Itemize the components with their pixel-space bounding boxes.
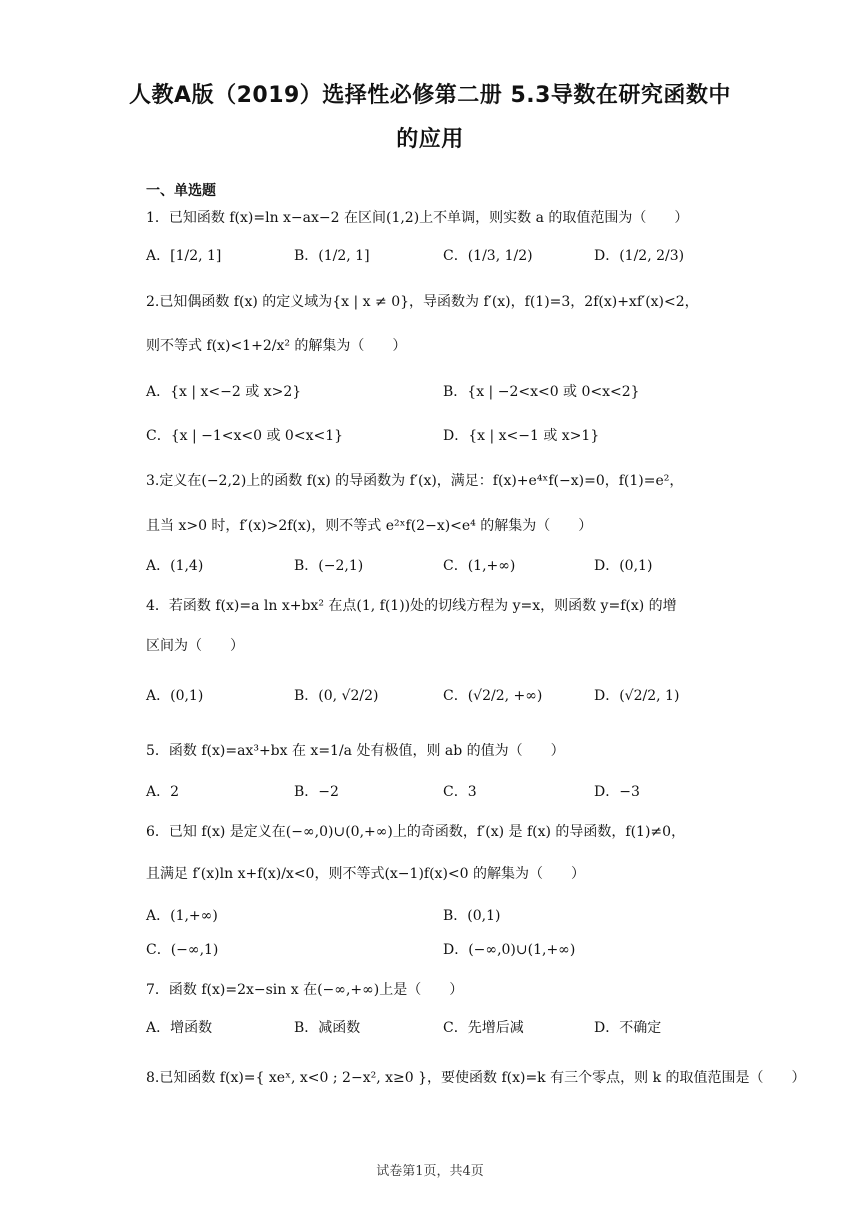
question-7-stem: 7．函数 f(x)=2x−sin x 在(−∞,+∞)上是（ ） (146, 982, 464, 998)
page-footer: 试卷第1页，共4页 (376, 1164, 484, 1179)
question-7-option-a: A．增函数 (146, 1020, 213, 1036)
question-4-stem-line2: 区间为（ ） (146, 638, 244, 654)
question-6-option-d: D．(−∞,0)∪(1,+∞) (443, 942, 576, 958)
question-8-stem: 8.已知函数 f(x)={ xeˣ, x<0 ; 2−x², x≥0 }，要使函数 f(x)=k 有三个零点，则 k 的取值范围是（ ） (146, 1070, 806, 1086)
question-3-option-d: D．(0,1) (594, 558, 653, 574)
question-5-option-d: D．−3 (594, 784, 640, 800)
question-1-option-d: D．(1/2, 2/3) (594, 248, 685, 264)
question-2-option-b: B．{x | −2<x<0 或 0<x<2} (443, 384, 640, 400)
question-3-option-c: C．(1,+∞) (443, 558, 516, 574)
question-4-option-a: A．(0,1) (146, 688, 204, 704)
question-4-option-b: B．(0, √2/2) (294, 688, 379, 704)
question-7-option-d: D．不确定 (594, 1020, 662, 1036)
question-1-option-b: B．(1/2, 1] (294, 248, 370, 264)
question-3-stem-line1: 3.定义在(−2,2)上的函数 f(x) 的导函数为 f′(x)，满足：f(x)+e⁴ˣf(−x)=0，f(1)=e²， (146, 473, 684, 489)
question-2-stem-line1: 2.已知偶函数 f(x) 的定义域为{x | x ≠ 0}，导函数为 f′(x)，f(1)=3，2f(x)+xf′(x)<2， (146, 294, 699, 310)
question-6-option-b: B．(0,1) (443, 908, 501, 924)
doc-title-line1: 人教A版（2019）选择性必修第二册 5.3导数在研究函数中 (129, 83, 731, 108)
question-5-option-a: A．2 (146, 784, 180, 800)
question-4-stem-line1: 4．若函数 f(x)=a ln x+bx² 在点(1, f(1))处的切线方程为 y=x，则函数 y=f(x) 的增 (146, 598, 677, 614)
question-2-stem-line2: 则不等式 f(x)<1+2/x² 的解集为（ ） (146, 338, 407, 354)
section-heading: 一、单选题 (146, 183, 216, 199)
question-5-stem: 5．函数 f(x)=ax³+bx 在 x=1/a 处有极值，则 ab 的值为（ ） (146, 743, 565, 759)
question-7-option-c: C．先增后减 (443, 1020, 524, 1036)
question-3-option-b: B．(−2,1) (294, 558, 364, 574)
question-6-stem-line1: 6．已知 f(x) 是定义在(−∞,0)∪(0,+∞)上的奇函数，f′(x) 是 f(x) 的导函数，f(1)≠0， (146, 824, 686, 840)
question-3-stem-line2: 且当 x>0 时，f′(x)>2f(x)，则不等式 e²ˣf(2−x)<e⁴ 的解集为（ ） (146, 518, 593, 534)
question-1-stem: 1．已知函数 f(x)=ln x−ax−2 在区间(1,2)上不单调，则实数 a 的取值范围为（ ） (146, 210, 689, 226)
question-4-option-c: C．(√2/2, +∞) (443, 688, 543, 704)
question-2-option-a: A．{x | x<−2 或 x>2} (146, 384, 302, 400)
question-1-option-a: A．[1/2, 1] (146, 248, 222, 264)
question-6-option-a: A．(1,+∞) (146, 908, 218, 924)
question-7-option-b: B．减函数 (294, 1020, 361, 1036)
question-6-stem-line2: 且满足 f′(x)ln x+f(x)/x<0，则不等式(x−1)f(x)<0 的解集为（ ） (146, 866, 585, 882)
doc-title-line2: 的应用 (396, 127, 464, 152)
question-1-option-c: C．(1/3, 1/2) (443, 248, 533, 264)
question-2-option-c: C．{x | −1<x<0 或 0<x<1} (146, 428, 344, 444)
question-5-option-c: C．3 (443, 784, 477, 800)
question-6-option-c: C．(−∞,1) (146, 942, 219, 958)
question-3-option-a: A．(1,4) (146, 558, 204, 574)
question-4-option-d: D．(√2/2, 1) (594, 688, 680, 704)
question-5-option-b: B．−2 (294, 784, 339, 800)
question-2-option-d: D．{x | x<−1 或 x>1} (443, 428, 600, 444)
